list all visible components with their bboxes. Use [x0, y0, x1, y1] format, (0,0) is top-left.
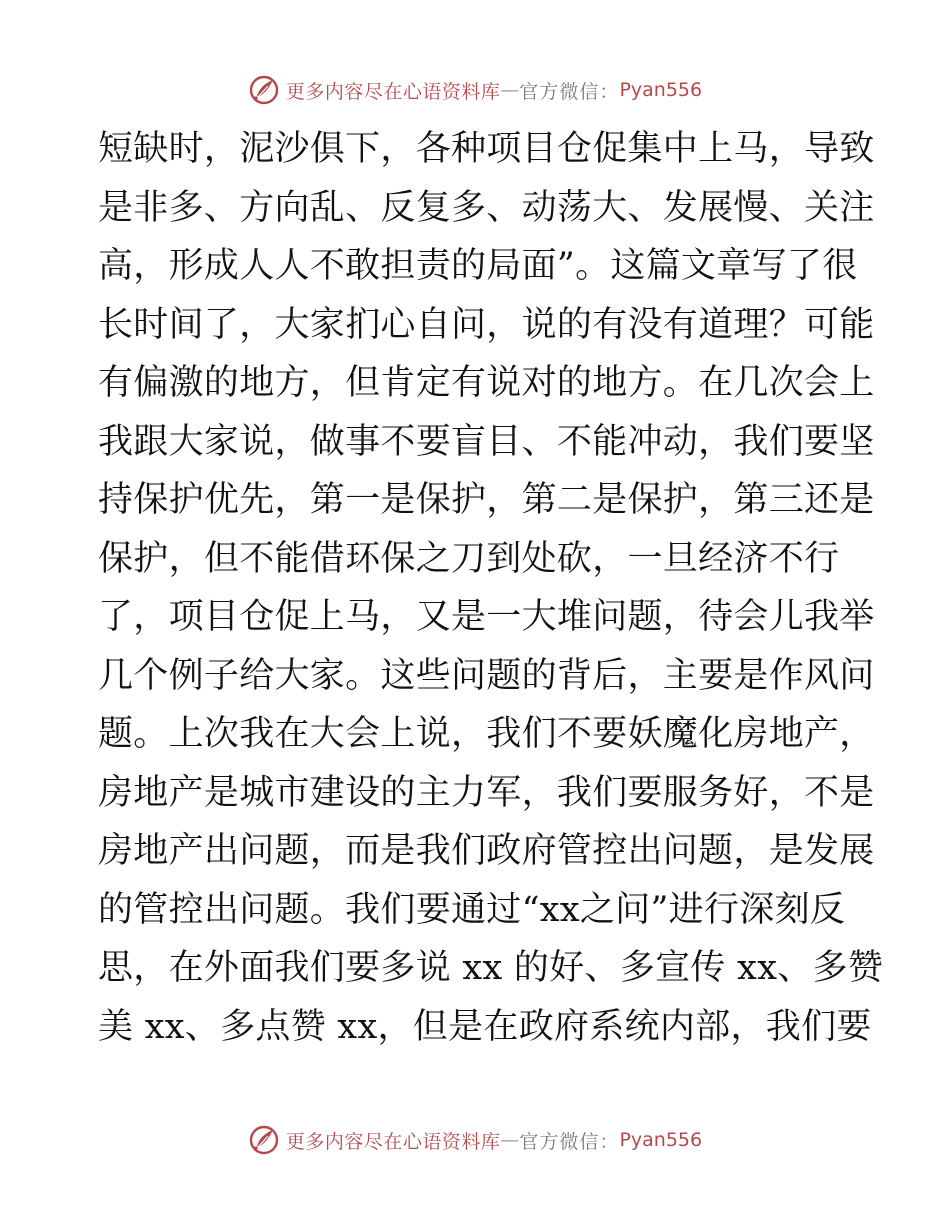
body-line: 美 xx、多点赞 xx，但是在政府系统内部，我们要 [98, 1006, 872, 1047]
leaf-pen-logo-icon [248, 74, 280, 106]
body-line: 题。上次我在大会上说，我们不要妖魔化房地产， [98, 714, 875, 754]
body-line: 持保护优先，第一是保护，第二是保护，第三还是 [98, 480, 875, 520]
body-line: 我跟大家说，做事不要盲目、不能冲动，我们要坚 [98, 421, 875, 462]
banner-brand-text: 更多内容尽在心语资料库 [285, 80, 501, 103]
banner-separator: — [500, 79, 520, 101]
banner-wechat-label: 官方微信： [519, 1130, 620, 1153]
body-line: 思，在外面我们要多说 xx 的好、多宣传 xx、多赞 [98, 948, 884, 988]
banner-separator: — [500, 1129, 520, 1151]
body-line: 长时间了，大家扪心自问，说的有没有道理？可能 [98, 304, 875, 345]
document-body [98, 120, 884, 1056]
body-line: 短缺时，泥沙俱下，各种项目仓促集中上马，导致 [98, 129, 875, 169]
body-line: 的管控出问题。我们要通过“xx之问”进行深刻反 [98, 889, 846, 930]
body-line: 了，项目仓促上马，又是一大堆问题，待会儿我举 [98, 597, 875, 637]
body-line: 房地产是城市建设的主力军，我们要服务好，不是 [98, 772, 875, 813]
banner-brand-text: 更多内容尽在心语资料库 [285, 1130, 501, 1153]
body-line: 几个例子给大家。这些问题的背后，主要是作风问 [98, 655, 875, 696]
banner-wechat-label: 官方微信： [519, 80, 620, 103]
body-line: 保护，但不能借环保之刀到处砍，一旦经济不行 [98, 538, 840, 579]
body-line: 高，形成人人不敢担责的局面”。这篇文章写了很 [98, 246, 858, 286]
footer-banner [0, 1120, 950, 1160]
banner-wechat-id: Pyan556 [619, 1129, 703, 1151]
banner-wechat-id: Pyan556 [619, 79, 703, 101]
body-line: 房地产出问题，而是我们政府管控出问题，是发展 [98, 831, 875, 871]
header-banner [0, 70, 950, 110]
body-line: 有偏激的地方，但肯定有说对的地方。在几次会上 [98, 363, 875, 403]
leaf-pen-logo-icon [248, 1124, 280, 1156]
body-line: 是非多、方向乱、反复多、动荡大、发展慢、关注 [98, 187, 875, 228]
